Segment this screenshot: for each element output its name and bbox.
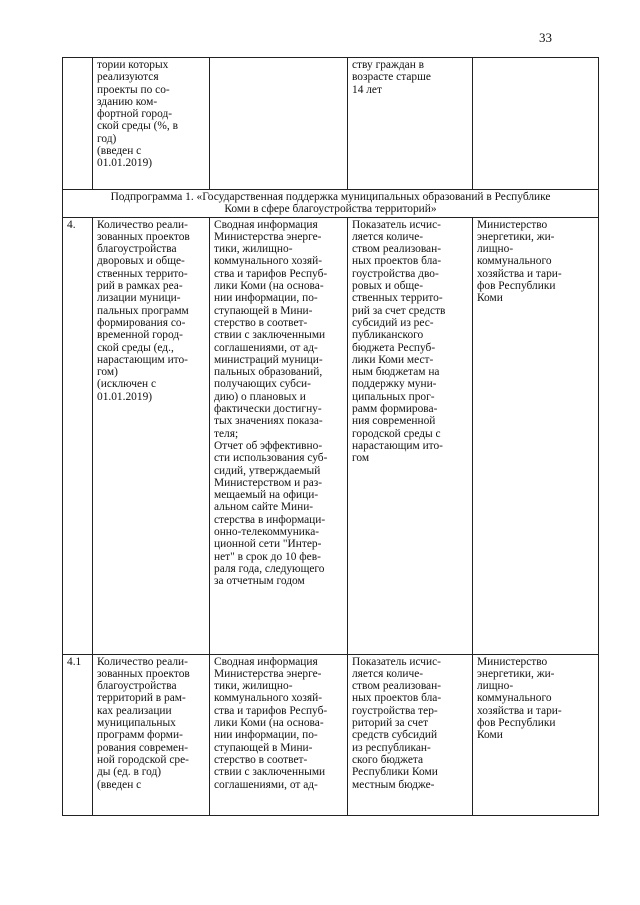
text-line: нии информации, по- <box>214 729 318 742</box>
text-line: ственных террито- <box>352 292 443 305</box>
row-number-cell: 4. <box>63 217 93 654</box>
text-line: лики Коми (на основа- <box>214 717 324 730</box>
text-line: лищно- <box>477 680 514 693</box>
text-line: нет" в срок до 10 фев- <box>214 550 321 563</box>
text-line: городской среды с <box>352 427 441 440</box>
text-line: муниципальных <box>97 717 176 730</box>
page-number: 33 <box>539 30 552 45</box>
text-line: Количество реали- <box>97 655 188 668</box>
text-line: (введен с <box>97 145 142 158</box>
text-line: ству граждан в <box>352 59 425 71</box>
text-line: 14 лет <box>352 83 382 96</box>
text-line: проекты по со- <box>97 83 170 96</box>
text-line: зованных проектов <box>97 230 190 243</box>
text-line: Министерства энерге- <box>214 230 322 243</box>
subprogram-header-row <box>63 190 599 218</box>
text-line: поддержку муни- <box>352 378 437 391</box>
text-line: раля года, следующего <box>214 562 325 575</box>
text-line: ства и тарифов Респуб- <box>214 267 328 280</box>
text-line: гом) <box>97 366 118 379</box>
text-line: ского бюджета <box>352 753 424 766</box>
text-line: ствии с заключенными <box>214 766 326 779</box>
text-line: территорий в рам- <box>97 692 186 705</box>
text-line: ципальных прог- <box>352 390 435 403</box>
text-line: фов Республики <box>477 280 556 293</box>
text-line: ной городской сре- <box>97 753 189 766</box>
calculation-method-cell <box>348 654 473 815</box>
data-source-cell <box>210 654 348 815</box>
text-line: Республики Коми <box>352 766 438 779</box>
data-source-cell <box>210 217 348 654</box>
text-line: гом <box>352 452 370 465</box>
text-line: год) <box>97 132 117 145</box>
text-line: средств субсидий <box>352 729 438 742</box>
table-row <box>63 217 599 654</box>
text-line: пальных образований, <box>214 366 323 379</box>
text-line: стерство в соответ- <box>214 753 308 766</box>
text-line: хозяйства и тари- <box>477 704 562 717</box>
text-line: тории которых <box>97 59 169 71</box>
text-line: рий в рамках реа- <box>97 280 183 293</box>
text-line: ской среды (ед., <box>97 341 174 354</box>
text-line: ской среды (%, в <box>97 120 178 133</box>
text-line: гоустройства тер- <box>352 704 438 717</box>
text-line: соглашениями, от ад- <box>214 341 318 354</box>
text-line: Коми в сфере благоустройства территорий» <box>224 203 437 216</box>
calculation-method-cell <box>348 217 473 654</box>
text-line: хозяйства и тари- <box>477 267 562 280</box>
text-line: Министерство <box>477 655 548 668</box>
text-line: ступающей в Мини- <box>214 304 313 317</box>
text-line: (введен с <box>97 778 142 791</box>
text-line: стерства в информаци- <box>214 513 326 526</box>
text-line: Коми <box>477 292 503 305</box>
text-line: тики, жилищно- <box>214 680 293 693</box>
text-line: ляется количе- <box>352 230 424 243</box>
text-line: дворовых и обще- <box>97 255 185 268</box>
text-line: ционной сети "Интер- <box>214 538 322 551</box>
text-line: сти использования суб- <box>214 452 328 465</box>
responsible-cell <box>473 58 599 190</box>
text-line: фортной город- <box>97 108 173 121</box>
text-line: субсидий из рес- <box>352 316 434 329</box>
text-line: коммунального хозяй- <box>214 255 322 268</box>
text-line: ством реализован- <box>352 680 441 693</box>
table-row <box>63 58 599 190</box>
text-line: теля; <box>214 427 239 440</box>
row-number-cell: 4.1 <box>63 654 93 815</box>
text-line: мещаемый на офици- <box>214 489 319 502</box>
text-line: стерство в соответ- <box>214 316 308 329</box>
table-row <box>63 654 599 815</box>
text-line: лищно- <box>477 243 514 256</box>
text-line: лизации муници- <box>97 292 181 305</box>
text-line: Количество реали- <box>97 218 188 231</box>
text-line: Министерством и раз- <box>214 476 323 489</box>
subprogram-title <box>63 190 599 218</box>
text-line: программ форми- <box>97 729 183 742</box>
text-line: альном сайте Мини- <box>214 501 314 514</box>
text-line: ках реализации <box>97 704 172 717</box>
text-line: нарастающим ито- <box>97 353 188 366</box>
text-line: коммунального хозяй- <box>214 692 322 705</box>
text-line: за отчетным годом <box>214 575 305 588</box>
text-line: зданию ком- <box>97 95 158 108</box>
text-line: министраций муници- <box>214 353 323 366</box>
text-line: Сводная информация <box>214 218 318 231</box>
text-line: дию) о плановых и <box>214 390 306 403</box>
text-line: Министерство <box>477 218 548 231</box>
row-number-cell <box>63 58 93 190</box>
text-line: Сводная информация <box>214 655 318 668</box>
text-line: онно-телекоммуника- <box>214 526 320 539</box>
text-line: ных проектов бла- <box>352 255 442 268</box>
text-line: тых значениях показа- <box>214 415 323 428</box>
text-line: реализуются <box>97 71 159 84</box>
text-line: из республикан- <box>352 741 431 754</box>
text-line: бюджета Респуб- <box>352 341 436 354</box>
text-line: ровых и обще- <box>352 280 424 293</box>
text-line: соглашениями, от ад- <box>214 778 318 791</box>
calculation-method-cell <box>348 58 473 190</box>
text-line: риторий за счет <box>352 717 429 730</box>
text-line: (исключен с <box>97 378 157 391</box>
text-line: ния современной <box>352 415 436 428</box>
text-line: энергетики, жи- <box>477 667 555 680</box>
text-line: тики, жилищно- <box>214 243 293 256</box>
text-line: 01.01.2019) <box>97 157 153 170</box>
indicators-table <box>62 57 599 816</box>
text-line: благоустройства <box>97 243 177 256</box>
text-line: Показатель исчис- <box>352 655 441 668</box>
text-line: гоустройства дво- <box>352 267 439 280</box>
text-line: рования современ- <box>97 741 188 754</box>
text-line: возрасте старше <box>352 71 431 84</box>
indicator-name-cell <box>93 58 210 190</box>
text-line: ственных террито- <box>97 267 188 280</box>
text-line: ства и тарифов Респуб- <box>214 704 328 717</box>
text-line: Подпрограмма 1. «Государственная поддержка муниципальных образований в Республике <box>110 191 551 203</box>
text-line: пальных программ <box>97 304 189 317</box>
text-line: рий за счет средств <box>352 304 446 317</box>
responsible-cell <box>473 217 599 654</box>
text-line: благоустройства <box>97 680 177 693</box>
text-line: местным бюдже- <box>352 778 435 791</box>
text-line: Коми <box>477 729 503 742</box>
text-line: коммунального <box>477 692 552 705</box>
text-line: фов Республики <box>477 717 556 730</box>
text-line: ством реализован- <box>352 243 441 256</box>
text-line: временной город- <box>97 329 183 342</box>
text-line: коммунального <box>477 255 552 268</box>
text-line: ляется количе- <box>352 667 424 680</box>
text-line: нарастающим ито- <box>352 439 443 452</box>
text-line: получающих субси- <box>214 378 311 391</box>
text-line: Отчет об эффективно- <box>214 439 323 452</box>
text-line: Министерства энерге- <box>214 667 322 680</box>
text-line: Показатель исчис- <box>352 218 441 231</box>
text-line: сидий, утверждаемый <box>214 464 321 477</box>
text-line: лики Коми мест- <box>352 353 434 366</box>
text-line: формирования со- <box>97 316 186 329</box>
text-line: ды (ед. в год) <box>97 766 162 779</box>
responsible-cell <box>473 654 599 815</box>
text-line: энергетики, жи- <box>477 230 555 243</box>
text-line: зованных проектов <box>97 667 190 680</box>
data-source-cell <box>210 58 348 190</box>
text-line: публиканского <box>352 329 424 342</box>
text-line: 01.01.2019) <box>97 390 153 403</box>
text-line: ным бюджетам на <box>352 366 440 379</box>
text-line: ствии с заключенными <box>214 329 326 342</box>
indicator-name-cell <box>93 654 210 815</box>
text-line: рамм формирова- <box>352 403 438 416</box>
text-line: ных проектов бла- <box>352 692 442 705</box>
text-line: фактически достигну- <box>214 403 322 416</box>
indicator-name-cell <box>93 217 210 654</box>
text-line: нии информации, по- <box>214 292 318 305</box>
text-line: лики Коми (на основа- <box>214 280 324 293</box>
text-line: ступающей в Мини- <box>214 741 313 754</box>
